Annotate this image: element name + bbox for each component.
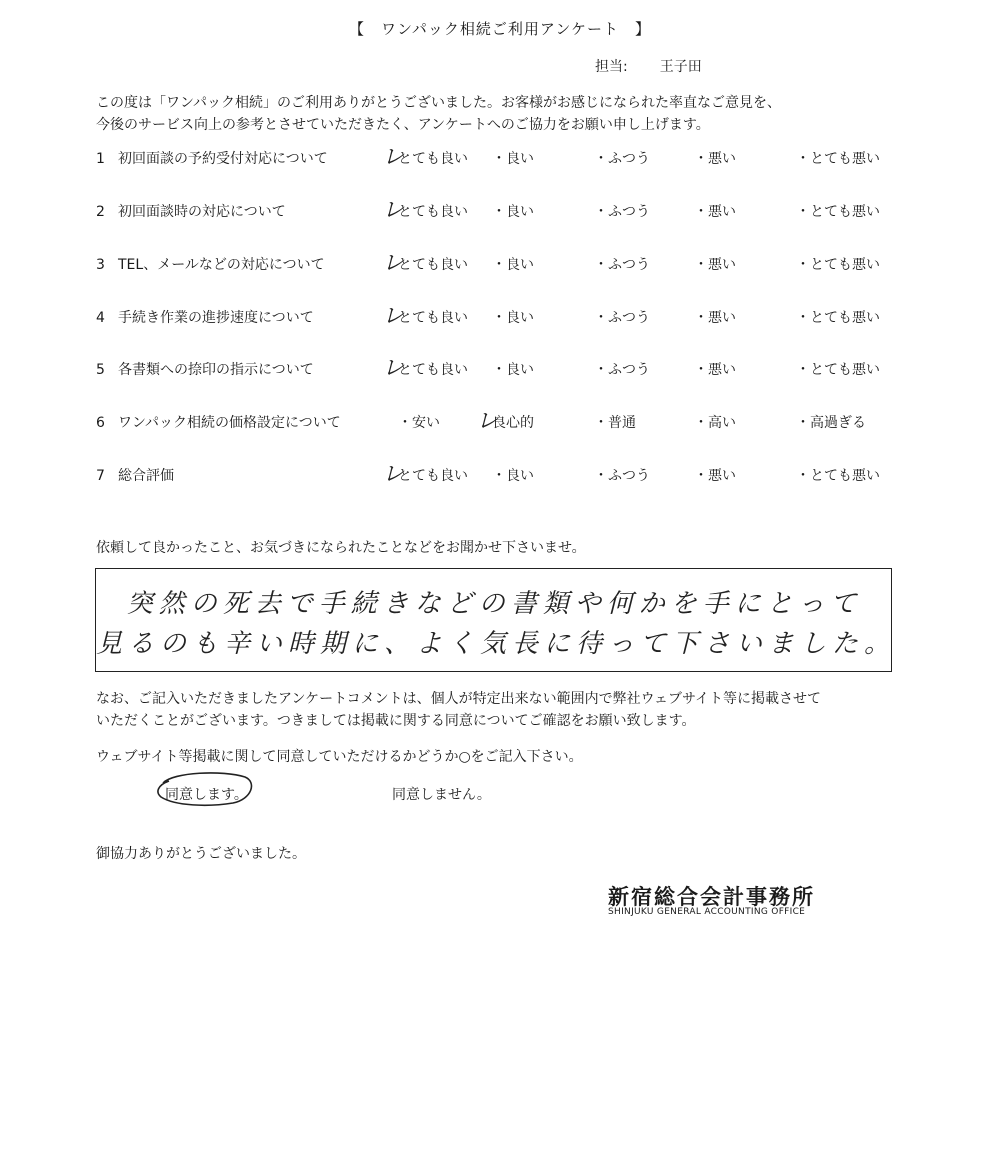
question-4-label [96, 307, 314, 327]
question-2-option-5[interactable]: ・とても悪い [796, 204, 880, 220]
staff-in-charge [595, 56, 702, 76]
question-text: 初回面談時の対応について [118, 204, 286, 220]
question-6-option-3[interactable]: ・普通 [594, 415, 636, 431]
question-2-option-2[interactable]: ・良い [492, 204, 534, 220]
question-2-option-4[interactable]: ・悪い [694, 204, 736, 220]
intro-line-1: この度は「ワンパック相続」のご利用ありがとうございました。お客様がお感じになられた率直なご意見を、 [96, 95, 782, 111]
question-7-option-3[interactable]: ・ふつう [594, 468, 650, 484]
checkmark-icon: レ [476, 409, 499, 434]
comment-box [95, 568, 897, 672]
question-4-option-1[interactable]: とても良い [398, 310, 468, 326]
consent-question: ウェブサイト等掲載に関して同意していただけるかどうか○をご記入下さい。 [96, 749, 583, 765]
question-3-option-1[interactable]: とても良い [398, 257, 468, 273]
question-text: 総合評価 [118, 468, 174, 484]
question-2-label [96, 201, 286, 221]
hand-drawn-circle-icon [153, 769, 257, 807]
question-5-option-1[interactable]: とても良い [398, 362, 468, 378]
comment-line-2: 見るのも辛い時期に、よく気長に待って下さいました。 [96, 629, 897, 659]
question-2-option-1[interactable]: とても良い [398, 204, 468, 220]
question-4-option-4[interactable]: ・悪い [694, 310, 736, 326]
question-4-option-3[interactable]: ・ふつう [594, 310, 650, 326]
question-6-label [96, 412, 341, 432]
checkmark-icon: レ [382, 304, 405, 329]
question-number: 7 [96, 468, 105, 484]
checkmark-icon: レ [382, 251, 405, 276]
question-1-option-5[interactable]: ・とても悪い [796, 151, 880, 167]
checkmark-icon: レ [382, 198, 405, 223]
question-1-label [96, 148, 328, 168]
question-number: 2 [96, 204, 105, 220]
consent-disagree-option: 同意しません。 [392, 787, 491, 803]
question-5-label [96, 359, 314, 379]
question-7-option-4[interactable]: ・悪い [694, 468, 736, 484]
question-3-option-5[interactable]: ・とても悪い [796, 257, 880, 273]
question-number: 4 [96, 310, 105, 326]
question-6-option-5[interactable]: ・高過ぎる [796, 415, 866, 431]
question-7-option-2[interactable]: ・良い [492, 468, 534, 484]
question-6-option-4[interactable]: ・高い [694, 415, 736, 431]
question-1-option-3[interactable]: ・ふつう [594, 151, 650, 167]
question-1-option-1[interactable]: とても良い [398, 151, 468, 167]
question-7-label [96, 465, 174, 485]
survey-title: 【 ワンパック相続ご利用アンケート 】 [348, 20, 652, 38]
checkmark-icon: レ [382, 145, 405, 170]
question-5-option-3[interactable]: ・ふつう [594, 362, 650, 378]
question-5-option-2[interactable]: ・良い [492, 362, 534, 378]
question-text: 初回面談の予約受付対応について [118, 151, 328, 167]
question-text: 手続き作業の進捗速度について [118, 310, 314, 326]
notice-line-2: いただくことがございます。つきましては掲載に関する同意についてご確認をお願い致します。 [96, 713, 696, 729]
thanks-message: 御協力ありがとうございました。 [96, 846, 306, 862]
question-number: 5 [96, 362, 105, 378]
staff-label: 担当: [595, 59, 628, 75]
question-3-option-2[interactable]: ・良い [492, 257, 534, 273]
question-5-option-4[interactable]: ・悪い [694, 362, 736, 378]
staff-name: 王子田 [659, 59, 702, 75]
notice-line-1: なお、ご記入いただきましたアンケートコメントは、個人が特定出来ない範囲内で弊社ウェブサイト等に掲載させて [96, 691, 822, 707]
comment-prompt: 依頼して良かったこと、お気づきになられたことなどをお聞かせ下さいませ。 [96, 540, 586, 556]
question-number: 1 [96, 151, 105, 167]
question-number: 6 [96, 415, 105, 431]
question-4-option-2[interactable]: ・良い [492, 310, 534, 326]
question-number: 3 [96, 257, 105, 273]
question-6-option-1[interactable]: ・安い [398, 415, 440, 431]
question-1-option-4[interactable]: ・悪い [694, 151, 736, 167]
question-3-option-3[interactable]: ・ふつう [594, 257, 650, 273]
question-2-option-3[interactable]: ・ふつう [594, 204, 650, 220]
office-english-name: SHINJUKU GENERAL ACCOUNTING OFFICE [608, 907, 806, 917]
question-text: TEL、メールなどの対応について [118, 257, 325, 273]
question-4-option-5[interactable]: ・とても悪い [796, 310, 880, 326]
checkmark-icon: レ [382, 462, 405, 487]
question-3-label [96, 254, 325, 274]
checkmark-icon: レ [382, 356, 405, 381]
question-7-option-5[interactable]: ・とても悪い [796, 468, 880, 484]
question-text: ワンパック相続の価格設定について [118, 415, 341, 431]
comment-line-1: 突然の死去で手続きなどの書類や何かを手にとって [126, 589, 863, 619]
office-name: 新宿総合会計事務所 [608, 885, 815, 909]
question-1-option-2[interactable]: ・良い [492, 151, 534, 167]
intro-line-2: 今後のサービス向上の参考とさせていただきたく、アンケートへのご協力をお願い申し上げます。 [96, 117, 710, 133]
consent-agree-option: 同意します。 [165, 787, 248, 803]
question-7-option-1[interactable]: とても良い [398, 468, 468, 484]
question-text: 各書類への捺印の指示について [118, 362, 314, 378]
question-3-option-4[interactable]: ・悪い [694, 257, 736, 273]
question-5-option-5[interactable]: ・とても悪い [796, 362, 880, 378]
question-6-option-2[interactable]: 良心的 [492, 415, 534, 431]
